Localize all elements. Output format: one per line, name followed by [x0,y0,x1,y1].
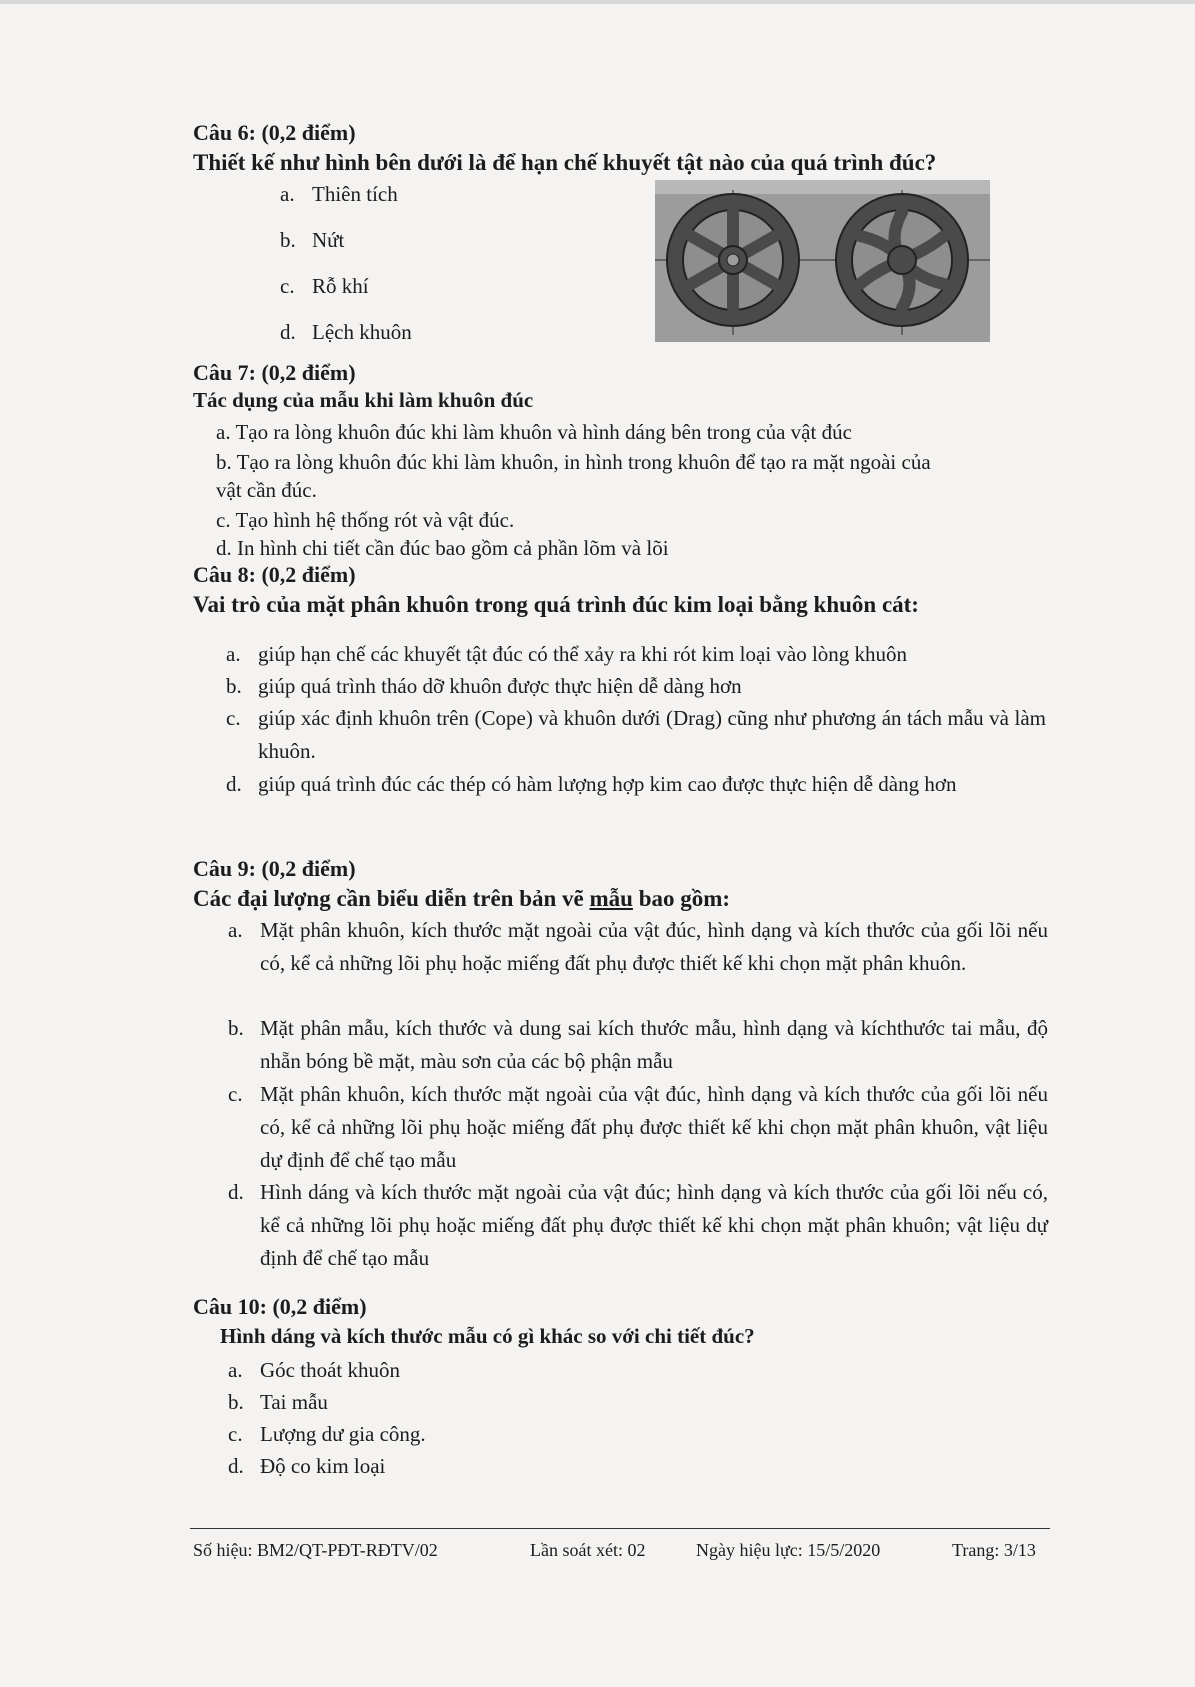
option-text: Tạo ra lòng khuôn đúc khi làm khuôn và hình dáng bên trong của vật đúc [235,420,852,444]
question-9-option-b [228,1012,1048,1078]
option-text: giúp xác định khuôn trên (Cope) và khuôn dưới (Drag) cũng như phương án tách mẫu và làm khuôn. [258,706,1046,763]
question-7-option-b-cont [216,476,317,504]
option-text: Độ co kim loại [260,1454,386,1478]
question-8-heading: Câu 8: (0,2 điểm) [193,562,356,587]
question-8-option-c [226,702,1046,768]
option-text: giúp hạn chế các khuyết tật đúc có thể xảy ra khi rót kim loại vào lòng khuôn [258,642,908,666]
stem-text: Các đại lượng cần biểu diễn trên bản vẽ [193,886,590,911]
question-10-option-b [228,1386,328,1418]
option-text: Thiên tích [312,182,398,206]
option-label: a. [228,1358,243,1382]
option-text: Lệch khuôn [312,320,412,344]
question-7-stem: Tác dụng của mẫu khi làm khuôn đúc [193,388,534,412]
option-label: b. [228,1390,244,1414]
scan-edge [0,0,1195,4]
option-label: d. [228,1454,244,1478]
option-label: a. [228,918,243,942]
option-label: c. [280,274,295,298]
option-label: a. [226,642,241,666]
question-10-heading: Câu 10: (0,2 điểm) [193,1294,367,1319]
footer-page-number: Trang: 3/13 [952,1540,1036,1560]
question-9-option-a [228,914,1048,980]
question-10-option-c [228,1418,426,1450]
question-10-option-a [228,1354,400,1386]
option-text: Tai mẫu [260,1390,328,1414]
question-7-option-c [216,506,514,534]
casting-wheel-figure [655,180,990,342]
option-text: Nứt [312,228,345,252]
question-8-stem: Vai trò của mặt phân khuôn trong quá trình đúc kim loại bằng khuôn cát: [193,592,919,617]
question-6-stem: Thiết kế như hình bên dưới là để hạn chế khuyết tật nào của quá trình đúc? [193,150,937,175]
option-label: b. [280,228,296,252]
question-9-option-c [228,1078,1048,1177]
option-label: d. [280,320,296,344]
option-text: Mặt phân khuôn, kích thước mặt ngoài của vật đúc, hình dạng và kích thước của gối lõi nếu có, kể cả những lõi phụ hoặc miếng đất phụ được thiết kế khi chọn mặt phân khuôn, vật liệu dự định để chế tạo mẫu [260,1082,1048,1172]
question-6-option-c [280,270,369,302]
question-10-option-d [228,1450,385,1482]
option-label: d. [228,1180,244,1204]
option-text: Hình dáng và kích thước mặt ngoài của vật đúc; hình dạng và kích thước của gối lõi nếu có, kể cả những lõi phụ hoặc miếng đất phụ được thiết kế khi chọn mặt phân khuôn; vật liệu dự định để chế tạo mẫu [260,1180,1048,1270]
option-text: Mặt phân mẫu, kích thước và dung sai kích thước mẫu, hình dạng và kíchthước tai mẫu, độ nhẵn bóng bề mặt, màu sơn của các bộ phận mẫu [260,1016,1048,1073]
option-label: c. [228,1422,243,1446]
option-text: Góc thoát khuôn [260,1358,400,1382]
option-label: a. [280,182,295,206]
option-text: Rỗ khí [312,274,369,298]
stem-text-end: bao gồm: [632,886,731,911]
option-text: giúp quá trình đúc các thép có hàm lượng hợp kim cao được thực hiện dễ dàng hơn [258,772,957,796]
option-text: vật cần đúc. [216,478,317,502]
question-9-option-d [228,1176,1048,1275]
footer-effective-date: Ngày hiệu lực: 15/5/2020 [696,1540,881,1560]
right-wheel-icon [836,194,968,326]
wheel-mold-illustration [655,180,990,342]
option-label: b. [226,674,242,698]
question-9-heading: Câu 9: (0,2 điểm) [193,856,356,881]
option-label: c. [228,1082,243,1106]
left-wheel-icon [667,194,799,326]
question-8-option-d [226,768,1046,801]
question-10-stem: Hình dáng và kích thước mẫu có gì khác so với chi tiết đúc? [220,1324,755,1348]
option-text: giúp quá trình tháo dỡ khuôn được thực hiện dễ dàng hơn [258,674,742,698]
option-label: d. [216,536,232,560]
option-label: c. [216,508,231,532]
option-text: Tạo hình hệ thống rót và vật đúc. [235,508,515,532]
question-7-option-d [216,534,669,562]
stem-underlined: mẫu [589,886,633,911]
question-6-heading: Câu 6: (0,2 điểm) [193,120,356,145]
question-8-option-b [226,670,1046,703]
question-8-option-a [226,638,1046,671]
option-label: a. [216,420,231,444]
question-9-stem [193,886,730,912]
option-label: d. [226,772,242,796]
question-7-option-b [216,448,931,476]
question-7-option-a [216,418,852,446]
question-6-option-b [280,224,344,256]
option-text: Lượng dư gia công. [260,1422,426,1446]
question-6-option-a [280,178,398,210]
option-label: c. [226,706,241,730]
option-text: In hình chi tiết cần đúc bao gồm cả phần lõm và lõi [237,536,669,560]
option-text: Tạo ra lòng khuôn đúc khi làm khuôn, in hình trong khuôn để tạo ra mặt ngoài của [236,450,931,474]
option-text: Mặt phân khuôn, kích thước mặt ngoài của vật đúc, hình dạng và kích thước của gối lõi nếu có, kể cả những lõi phụ hoặc miếng đất phụ được thiết kế khi chọn mặt phân khuôn. [260,918,1048,975]
footer-revision: Lần soát xét: 02 [530,1540,646,1560]
question-7-heading: Câu 7: (0,2 điểm) [193,360,356,385]
option-label: b. [228,1016,244,1040]
question-6-option-d [280,316,412,348]
option-label: b. [216,450,232,474]
footer-doc-number: Số hiệu: BM2/QT-PĐT-RĐTV/02 [193,1540,438,1560]
footer-divider [190,1528,1050,1529]
